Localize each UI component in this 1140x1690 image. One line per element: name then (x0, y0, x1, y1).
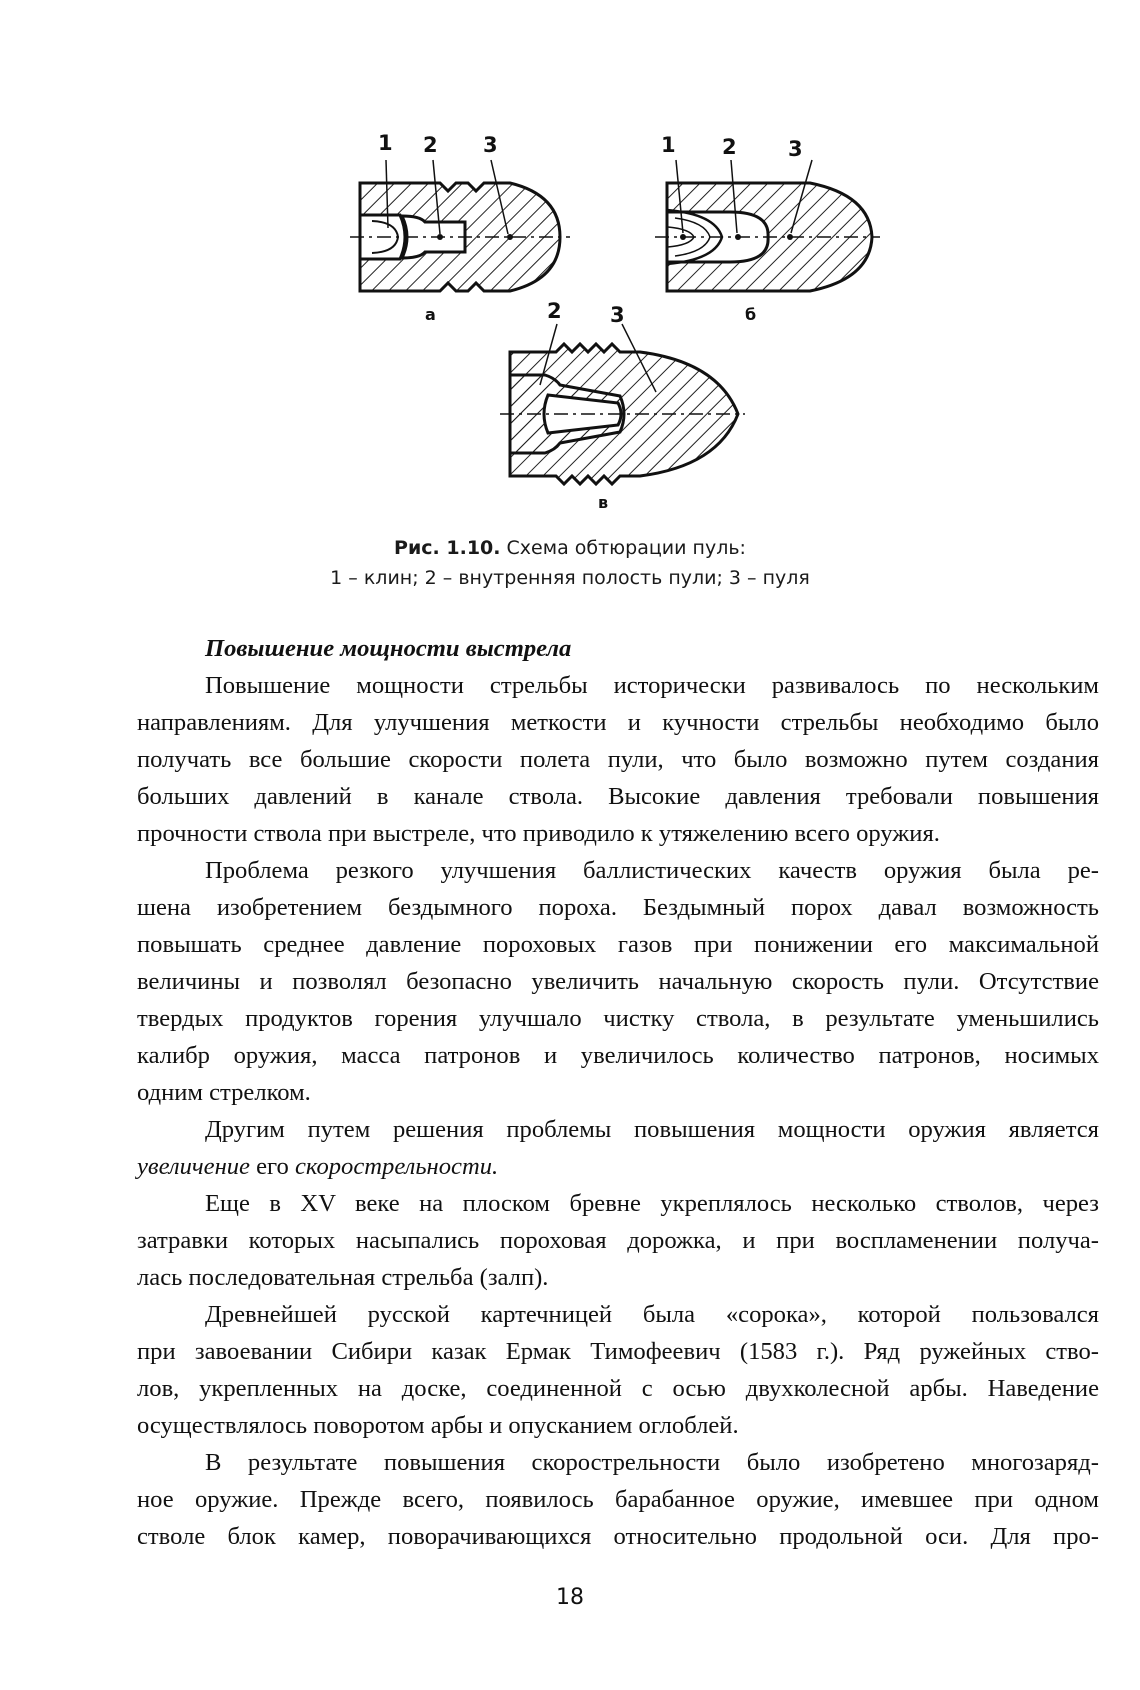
bullet-diagram-b (655, 133, 880, 324)
p2-line: величины и позволял безопасно увеличить начальную скорость пули. Отсутствие (137, 968, 1099, 995)
sublabel-a: а (425, 305, 436, 324)
label-a-1: 1 (378, 131, 393, 155)
figure-caption-text: Схема обтюрации пуль: (506, 537, 746, 559)
p1-line: Повышение мощности стрельбы исторически развивалось по нескольким (205, 672, 1099, 699)
p4-line: затравки которых насыпались пороховая дорожка, и при воспламенении получа- (137, 1227, 1099, 1254)
page-number: 18 (556, 1585, 584, 1610)
p3-emphasis-2: скорострельности. (294, 1153, 499, 1180)
section-heading: Повышение мощности выстрела (205, 635, 572, 662)
p5-line: лов, укрепленных на доске, соединенной с осью двухколесной арбы. Наведение (137, 1375, 1099, 1402)
paragraph-2 (137, 852, 1099, 1111)
p6-line: В результате повышения скорострельности было изобретено многозаряд- (205, 1449, 1099, 1476)
p2-line: калибр оружия, масса патронов и увеличилось количество патронов, носимых (137, 1042, 1099, 1069)
paragraph-6 (137, 1444, 1099, 1555)
p1-line: прочности ствола при выстреле, что приводило к утяжелению всего оружия. (137, 820, 940, 847)
paragraph-5 (137, 1296, 1099, 1444)
label-c-2: 2 (547, 299, 562, 323)
paragraph-3 (137, 1111, 1099, 1185)
figure-caption-title (0, 537, 1140, 559)
label-b-3: 3 (788, 137, 803, 161)
label-b-1: 1 (661, 133, 676, 157)
p4-line: лась последовательная стрельба (залп). (137, 1264, 549, 1291)
p2-line: одним стрелком. (137, 1079, 311, 1106)
p5-line: при завоевании Сибири казак Ермак Тимофеевич (1583 г.). Ряд ружейных ство- (137, 1338, 1099, 1365)
p3-line: Другим путем решения проблемы повышения мощности оружия является (205, 1116, 1099, 1143)
p5-line: осуществлялось поворотом арбы и опусканием оглоблей. (137, 1412, 739, 1439)
figure-obturation-schemes (0, 0, 1140, 530)
body-text (137, 630, 1099, 1555)
p3-line-2 (69, 1148, 1099, 1185)
p3-emphasis-1: увеличение (137, 1153, 250, 1180)
paragraph-1 (137, 667, 1099, 852)
p2-line: повышать среднее давление пороховых газов при понижении его максимальной (137, 931, 1099, 958)
bullet-diagrams (0, 0, 1140, 530)
bullet-diagram-a (350, 131, 570, 324)
p1-line: больших давлений в канале ствола. Высокие давления требовали повышения (137, 783, 1099, 810)
bullet-diagram-c (500, 299, 745, 512)
label-b-2: 2 (722, 135, 737, 159)
p6-line: ное оружие. Прежде всего, появилось барабанное оружие, имевшее при одном (137, 1486, 1099, 1513)
figure-caption-prefix: Рис. 1.10. (394, 537, 501, 559)
p1-line: получать все большие скорости полета пули, что было возможно путем создания (137, 746, 1099, 773)
p5-line: Древнейшей русской картечницей была «сорока», которой пользовался (205, 1301, 1099, 1328)
p1-line: направлениям. Для улучшения меткости и кучности стрельбы необходимо было (137, 709, 1099, 736)
p6-line: стволе блок камер, поворачивающихся относительно продольной оси. Для про- (137, 1523, 1099, 1550)
p2-line: Проблема резкого улучшения баллистических качеств оружия была ре- (205, 857, 1099, 884)
p2-line: шена изобретением бездымного пороха. Бездымный порох давал возможность (137, 894, 1099, 921)
p4-line: Еще в XV веке на плоском бревне укреплялось несколько стволов, через (205, 1190, 1099, 1217)
sublabel-c: в (598, 493, 609, 512)
paragraph-4 (137, 1185, 1099, 1296)
label-a-2: 2 (423, 133, 438, 157)
p2-line: твердых продуктов горения улучшало чистку ствола, в результате уменьшились (137, 1005, 1099, 1032)
p3-mid: его (249, 1153, 295, 1180)
label-a-3: 3 (483, 133, 498, 157)
sublabel-b: б (745, 305, 757, 324)
label-c-3: 3 (610, 303, 625, 327)
figure-caption-legend: 1 – клин; 2 – внутренняя полость пули; 3 – пуля (330, 567, 810, 589)
